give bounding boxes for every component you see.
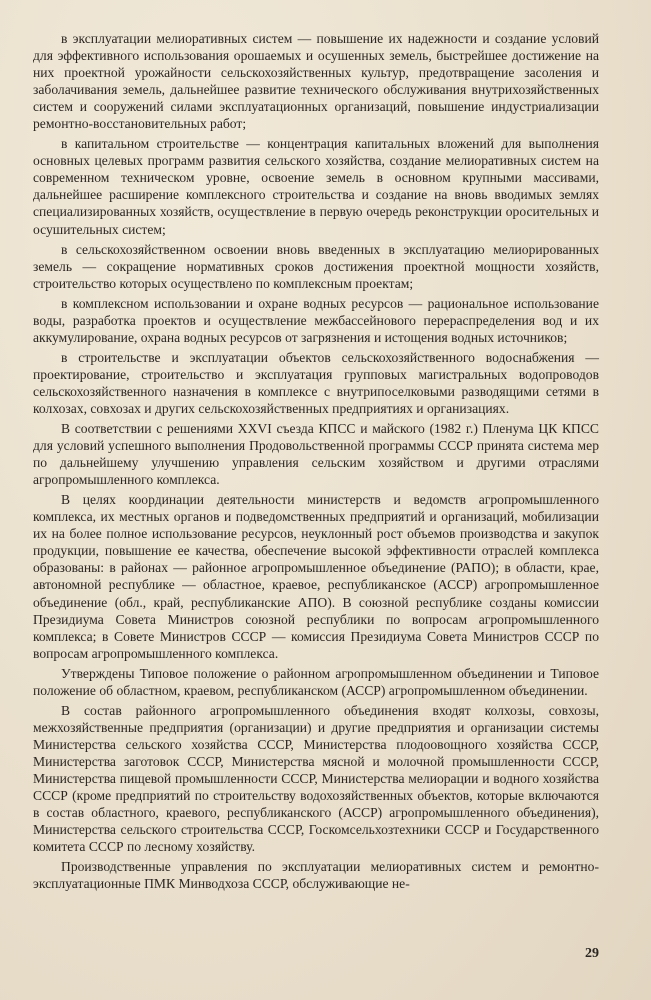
page-number: 29 [585, 946, 599, 961]
paragraph-production-departments: Производственные управления по эксплуатации мелиоративных систем и ремонтно-эксплуатационные ПМК Минводхоза СССР, обслуживающие не- [33, 859, 599, 892]
paragraph-water-supply: в строительстве и эксплуатации объектов сельскохозяйственного водоснабжения — проектирование, строительство и эксплуатация групповых магистральных водопроводов сельскохозяйственного назначения в комплексе с внутрипоселковыми разводящими сетями в колхозах, совхозах и других сельскохозяйственных предприятиях и организациях. [33, 349, 599, 416]
paragraph-water-resources: в комплексном использовании и охране водных ресурсов — рациональное использование воды, разработка проектов и осуществление межбассейнового перераспределения вод и их аккумулирование, охрана водных ресурсов от загрязнения и истощения водных источников; [33, 295, 599, 345]
paragraph-rapo-composition: В состав районного агропромышленного объединения входят колхозы, совхозы, межхозяйственные предприятия (организации) и другие предприятия и организации системы Министерства сельского хозяйства СССР, Министерства плодоовощного хозяйства СССР, Министерства заготовок СССР, Министерства мясной и молочной промышленности СССР, Министерства пищевой промышленности СССР, Министерства мелиорации и водного хозяйства СССР (кроме предприятий по строительству водохозяйственных объектов, которые включаются в состав областного, краевого, республиканского (АССР) агропромышленного объединения), Министерства сельского строительства СССР, Госкомсельхозтехники СССР и Государственного комитета СССР по лесному хозяйству. [33, 702, 599, 855]
paragraph-coordination: В целях координации деятельности министерств и ведомств агропромышленного комплекса, их местных органов и подведомственных предприятий и организаций, мобилизации их на более полное использование ресурсов, неуклонный рост объемов производства и закупок продукции, повышение ее качества, обеспечение высокой эффективности отраслей комплекса образованы: в районах — районное агропромышленное объединение (РАПО); в области, крае, автономной республике — областное, краевое, республиканское (АССР) агропромышленное объединение (обл., край, республиканские АПО). В союзной республике созданы комиссии Президиума Совета Министров союзной республики по вопросам агропромышленного комплекса; в Совете Министров СССР — комиссия Президиума Совета Министров СССР по вопросам агропромышленного комплекса. [33, 492, 599, 661]
paragraph-capital-construction: в капитальном строительстве — концентрация капитальных вложений для выполнения основных целевых программ развития сельского хозяйства, создание мелиоративных систем на современном техническом уровне, освоение земель в основном крупными массивами, дальнейшее расширение комплексного строительства и создание на вновь вводимых землях специализированных хозяйств, осуществление в первую очередь реконструкции оросительных и осушительных систем; [33, 136, 599, 237]
paragraph-agricultural-development: в сельскохозяйственном освоении вновь введенных в эксплуатацию мелиорированных земель — сокращение нормативных сроков достижения проектной мощности хозяйств, строительство которых осуществлено по комплексным проектам; [33, 241, 599, 291]
paragraph-regulations: Утверждены Типовое положение о районном агропромышленном объединении и Типовое положение об областном, краевом, республиканском (АССР) агропромышленном объединении. [33, 665, 599, 698]
paragraph-exploitation: в эксплуатации мелиоративных систем — повышение их надежности и создание условий для эффективного использования орошаемых и осушенных земель, быстрейшее достижение на них проектной урожайности сельскохозяйственных культур, предотвращение засоления и заболачивания земель, дальнейшее развитие технического обслуживания внутрихозяйственных систем и сооружений силами эксплуатационных организаций, повышение индустриализации ремонтно-восстановительных работ; [33, 31, 599, 132]
body-text [33, 30, 599, 892]
paragraph-congress-decisions: В соответствии с решениями XXVI съезда КПСС и майского (1982 г.) Пленума ЦК КПСС для условий успешного выполнения Продовольственной программы СССР принята система мер по дальнейшему улучшению управления сельским хозяйством и другими отраслями агропромышленного комплекса. [33, 421, 599, 488]
